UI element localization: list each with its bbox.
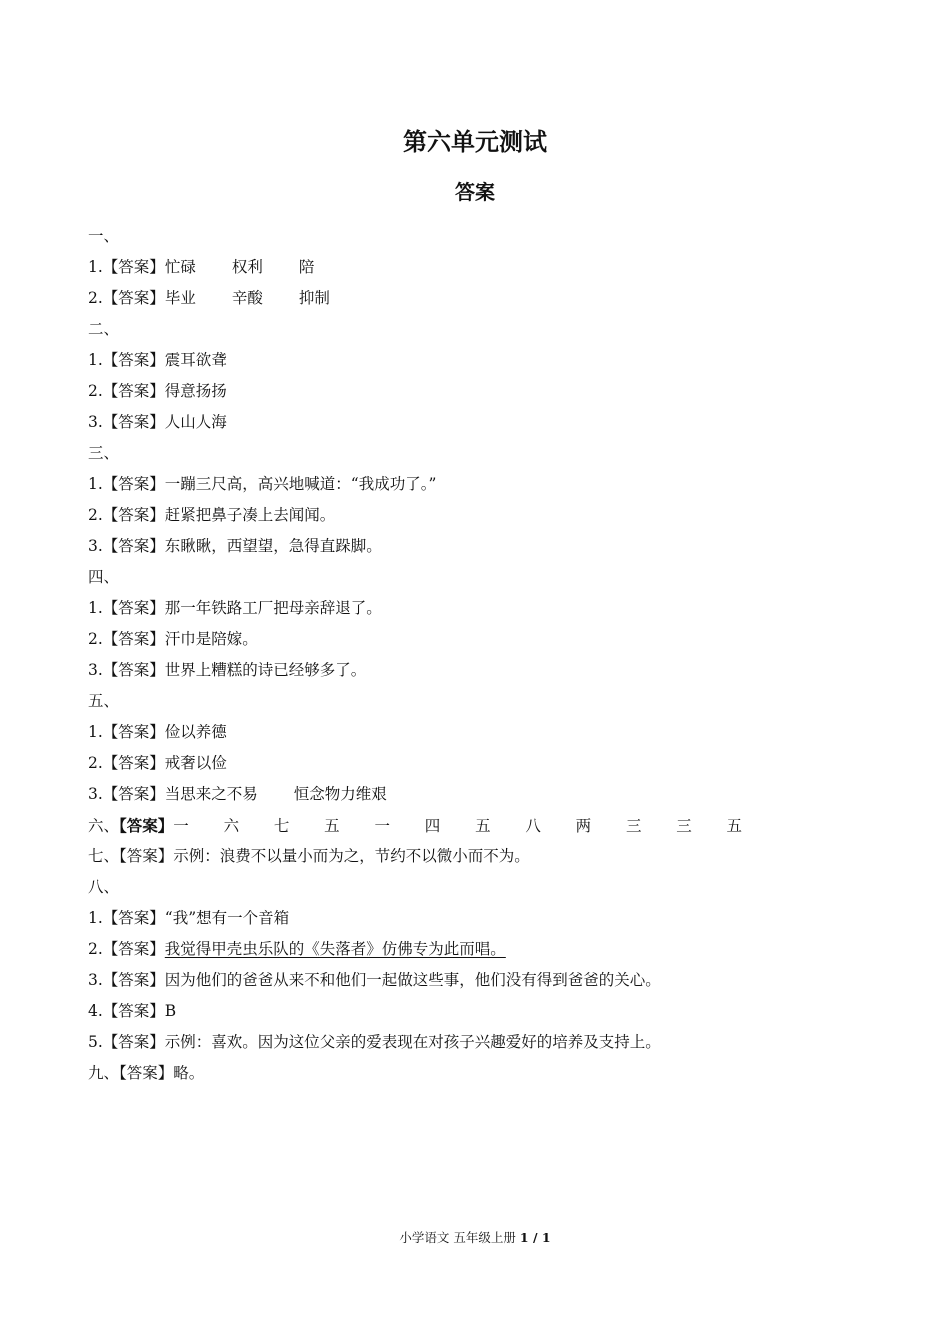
answer-6-item: 五 bbox=[475, 817, 491, 835]
answer-6-item: 五 bbox=[726, 817, 743, 835]
answer-1-2 bbox=[88, 283, 868, 314]
page-subtitle: 答案 bbox=[455, 180, 495, 204]
answer-tag: 【答案】 bbox=[102, 258, 165, 276]
answer-5-1: 1.【答案】俭以养德 bbox=[88, 723, 227, 741]
answer-1-1 bbox=[88, 252, 868, 283]
answer-word: 陪 bbox=[298, 258, 315, 276]
answer-4-3: 3.【答案】世界上糟糕的诗已经够多了。 bbox=[88, 661, 367, 679]
answer-6-item: 七 bbox=[273, 817, 290, 835]
page-number: 1 / 1 bbox=[519, 1230, 551, 1245]
section-heading-1: 一、 bbox=[88, 227, 120, 245]
answer-6-item: 一 bbox=[374, 817, 390, 835]
answer-6-item: 三 bbox=[625, 817, 642, 835]
footer-label: 小学语文 五年级上册 bbox=[399, 1230, 516, 1245]
answer-4-2: 2.【答案】汗巾是陪嫁。 bbox=[88, 630, 258, 648]
answer-prefix: 2.【答案】 bbox=[88, 940, 165, 958]
answer-5-3 bbox=[88, 779, 868, 810]
answer-number: 2. bbox=[88, 289, 103, 307]
page-footer bbox=[0, 1228, 950, 1246]
answer-6-item: 两 bbox=[575, 817, 592, 835]
answer-3-3: 3.【答案】东瞅瞅，西望望，急得直跺脚。 bbox=[88, 537, 382, 555]
answer-8-3: 3.【答案】因为他们的爸爸从来不和他们一起做这些事，他们没有得到爸爸的关心。 bbox=[88, 971, 661, 989]
section-heading-3: 三、 bbox=[88, 444, 120, 462]
page-title: 第六单元测试 bbox=[403, 128, 547, 156]
answer-word: 抑制 bbox=[298, 289, 330, 307]
answer-3-1: 1.【答案】一蹦三尺高，高兴地喊道：“我成功了。” bbox=[88, 475, 437, 493]
answer-2-3: 3.【答案】人山人海 bbox=[88, 413, 227, 431]
answer-word: 权利 bbox=[231, 258, 263, 276]
answer-2-2: 2.【答案】得意扬扬 bbox=[88, 382, 227, 400]
answer-4-1: 1.【答案】那一年铁路工厂把母亲辞退了。 bbox=[88, 599, 382, 617]
answer-text: 3.【答案】当思来之不易 bbox=[88, 785, 258, 803]
section-heading-4: 四、 bbox=[88, 568, 120, 586]
answer-text: 恒念物力维艰 bbox=[293, 785, 387, 803]
section-heading-5: 五、 bbox=[88, 692, 120, 710]
answer-5-2: 2.【答案】戒奢以俭 bbox=[88, 754, 227, 772]
section-heading-6: 六、 bbox=[88, 817, 120, 835]
answer-content bbox=[88, 221, 868, 1089]
answer-8-1: 1.【答案】“我”想有一个音箱 bbox=[88, 909, 290, 927]
answer-8-4: 4.【答案】B bbox=[88, 1002, 177, 1020]
answer-3-2: 2.【答案】赶紧把鼻子凑上去闻闻。 bbox=[88, 506, 336, 524]
answer-7: 七、【答案】示例：浪费不以量小而为之，节约不以微小而不为。 bbox=[88, 847, 530, 865]
underlined-answer: 我觉得甲壳虫乐队的《失落者》仿佛专为此而唱。 bbox=[164, 940, 506, 958]
section-heading-2: 二、 bbox=[88, 320, 120, 338]
answer-6 bbox=[88, 810, 868, 841]
answer-6-item: 一 bbox=[173, 817, 189, 835]
answer-8-5: 5.【答案】示例：喜欢。因为这位父亲的爱表现在对孩子兴趣爱好的培养及支持上。 bbox=[88, 1033, 661, 1051]
answer-6-items bbox=[173, 817, 742, 835]
answer-6-item: 五 bbox=[324, 817, 340, 835]
answer-8-2 bbox=[88, 934, 868, 965]
answer-6-item: 四 bbox=[424, 817, 441, 835]
answer-9: 九、【答案】略。 bbox=[88, 1064, 205, 1082]
section-heading-8: 八、 bbox=[88, 878, 120, 896]
answer-2-1: 1.【答案】震耳欲聋 bbox=[88, 351, 227, 369]
answer-6-item: 八 bbox=[525, 817, 541, 835]
answer-word: 忙碌 bbox=[164, 258, 196, 276]
answer-number: 1. bbox=[88, 258, 103, 276]
answer-tag: 【答案】 bbox=[102, 289, 165, 307]
answer-6-item: 三 bbox=[676, 817, 692, 835]
answer-word: 辛酸 bbox=[231, 289, 263, 307]
answer-word: 毕业 bbox=[164, 289, 196, 307]
answer-tag: 【答案】 bbox=[119, 816, 174, 835]
answer-6-item: 六 bbox=[223, 817, 240, 835]
